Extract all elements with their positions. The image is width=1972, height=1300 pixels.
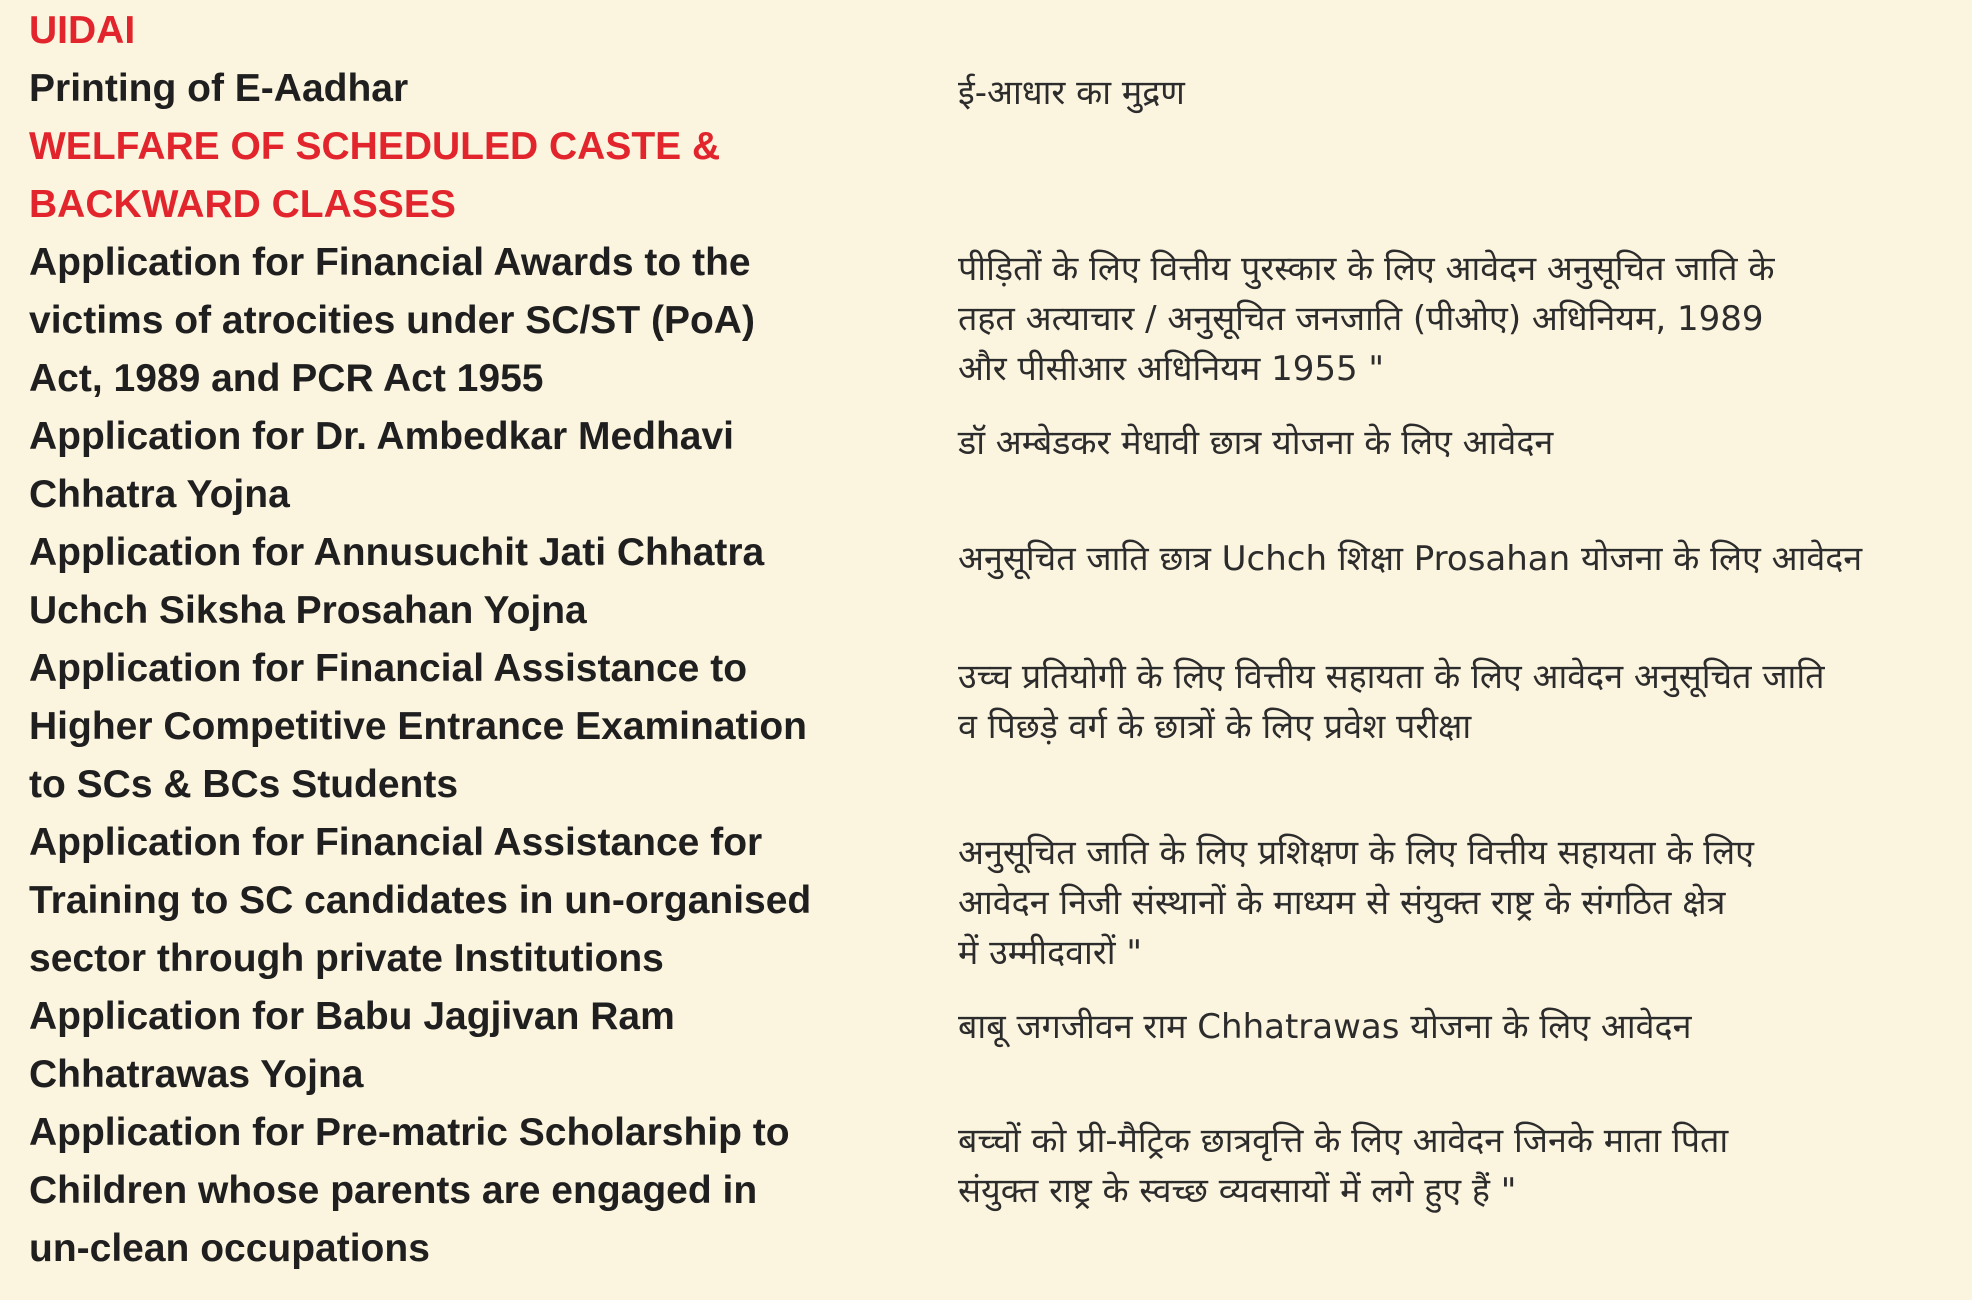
entry-hindi-line: ई-आधार का मुद्रण [958,73,1185,113]
entry-hindi-line: बाबू जगजीवन राम Chhatrawas योजना के लिए आवेदन [958,1007,1692,1047]
entry-hindi-line: उच्च प्रतियोगी के लिए वित्तीय सहायता के लिए आवेदन अनुसूचित जाति [958,657,1825,697]
entry-english-line: Act, 1989 and PCR Act 1955 [29,357,544,400]
entry-english-line: Application for Babu Jagjivan Ram [29,995,675,1038]
entry-hindi-block [958,652,1825,752]
entry-english-line: sector through private Institutions [29,937,664,980]
entry-english-line: Application for Financial Assistance for [29,821,763,864]
entry-hindi-line: डॉ अम्बेडकर मेधावी छात्र योजना के लिए आवेदन [958,423,1554,463]
entry-english-line: victims of atrocities under SC/ST (PoA) [29,299,755,342]
entry-english-line: Application for Financial Awards to the [29,241,751,284]
entry-english-line: Application for Financial Assistance to [29,647,748,690]
entry-english-line: Chhatra Yojna [29,473,290,516]
entry-hindi-line: और पीसीआर अधिनियम 1955 " [958,349,1385,389]
entry-hindi-block [958,244,1774,394]
entry-english-line: Application for Annusuchit Jati Chhatra [29,531,765,574]
section-heading-uidai: UIDAI [29,9,136,52]
entry-hindi-block [958,1116,1728,1216]
entry-hindi-line: अनुसूचित जाति छात्र Uchch शिक्षा Prosahan योजना के लिए आवेदन [958,539,1863,579]
entry-english-line: Printing of E-Aadhar [29,67,409,110]
entry-hindi-line: अनुसूचित जाति के लिए प्रशिक्षण के लिए वित्तीय सहायता के लिए [958,833,1754,873]
entry-english-line: to SCs & BCs Students [29,763,459,806]
entry-hindi-line: पीड़ितों के लिए वित्तीय पुरस्कार के लिए आवेदन अनुसूचित जाति के [958,249,1775,289]
entry-english-line: Training to SC candidates in un-organised [29,879,812,922]
entry-english-line: un-clean occupations [29,1227,430,1270]
entry-english-line: Higher Competitive Entrance Examination [29,705,808,748]
entry-english-line: Application for Dr. Ambedkar Medhavi [29,415,735,458]
entry-english-line: Chhatrawas Yojna [29,1053,364,1096]
section-heading-welfare-line1: WELFARE OF SCHEDULED CASTE & [29,125,721,168]
entry-hindi-line: व पिछड़े वर्ग के छात्रों के लिए प्रवेश परीक्षा [958,707,1472,747]
entry-english-line: Uchch Siksha Prosahan Yojna [29,589,587,632]
entry-hindi-line: में उम्मीदवारों " [958,933,1142,973]
section-heading-welfare-line2: BACKWARD CLASSES [29,183,456,226]
entry-hindi-line: तहत अत्याचार / अनुसूचित जनजाति (पीओए) अधिनियम, 1989 [958,299,1764,339]
entry-hindi-line: संयुक्त राष्ट्र के स्वच्छ व्यवसायों में लगे हुए हैं " [958,1171,1517,1211]
entry-hindi-line: बच्चों को प्री-मैट्रिक छात्रवृत्ति के लिए आवेदन जिनके माता पिता [958,1121,1729,1161]
entry-hindi-line: आवेदन निजी संस्थानों के माध्यम से संयुक्त राष्ट्र के संगठित क्षेत्र [958,883,1726,923]
entry-hindi-block [958,828,1754,978]
entry-english-line: Children whose parents are engaged in [29,1169,758,1212]
entry-english-line: Application for Pre-matric Scholarship to [29,1111,790,1154]
